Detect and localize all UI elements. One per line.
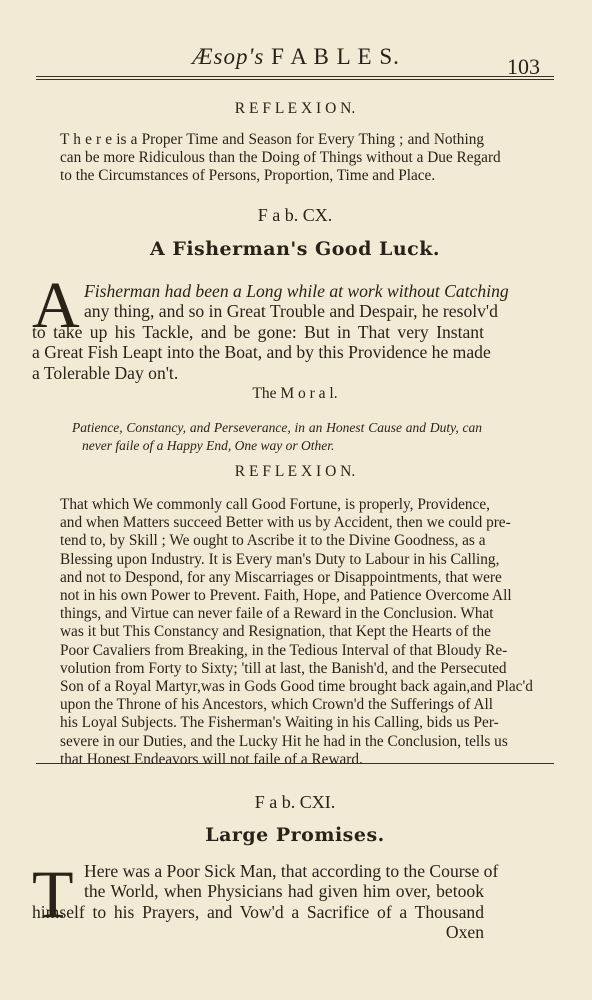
moral-line: never faile of a Happy End, One way or Other. xyxy=(82,438,335,453)
fable-line: Here was a Poor Sick Man, that according to the Course of xyxy=(84,861,499,881)
fable-title: Large Promises. xyxy=(205,824,385,846)
header-rule xyxy=(36,76,554,77)
reflexion-line: upon the Throne of his Ancestors, which Crown'd the Sufferings of All xyxy=(60,696,494,714)
running-head-italic: Æsop's xyxy=(192,44,265,69)
reflexion-line: severe in our Duties, and the Lucky Hit he had in the Conclusion, tells us xyxy=(60,732,508,750)
fable-line: Fisherman had been a Long while at work without Catching xyxy=(84,281,509,301)
reflexion-text xyxy=(60,131,501,186)
reflexion-line: his Loyal Subjects. The Fisherman's Waiting in his Calling, bids us Per- xyxy=(60,714,499,732)
reflexion-line: volution from Forty to Sixty; 'till at last, the Banish'd, and the Persecuted xyxy=(60,659,507,677)
fable-text-continued xyxy=(32,902,484,922)
reflexion-line: to the Circumstances of Persons, Proportion, Time and Place. xyxy=(60,167,436,185)
fable-number: F a b. CXI. xyxy=(254,792,336,812)
reflexion-line: and not to Despond, for any Miscarriages or Disappointments, that were xyxy=(60,568,502,586)
reflexion-line: T h e r e is a Proper Time and Season for Every Thing ; and Nothing xyxy=(60,131,484,148)
fable-line: himself to his Prayers, and Vow'd a Sacrifice of a Thousand xyxy=(32,902,484,922)
reflexion-heading: R E F L E X I O N. xyxy=(234,463,356,480)
section-divider xyxy=(36,763,554,764)
reflexion-line: can be more Ridiculous than the Doing of Things without a Due Regard xyxy=(60,149,501,167)
reflexion-line: things, and Virtue can never faile of a Reward in the Conclusion. What xyxy=(60,605,494,623)
fable-text xyxy=(84,861,499,902)
fable-line: the World, when Physicians had given him over, betook xyxy=(84,881,484,902)
fable-line: any thing, and so in Great Trouble and Despair, he resolv'd xyxy=(84,301,498,322)
reflexion-line: Son of a Royal Martyr,was in Gods Good time brought back again,and Plac'd xyxy=(60,678,533,696)
fable-line: a Tolerable Day on't. xyxy=(32,362,179,383)
drop-cap: T xyxy=(32,856,74,932)
moral-text xyxy=(72,419,482,455)
reflexion-line: that Honest Endeavors will not faile of a Reward. xyxy=(60,750,363,768)
reflexion-line: That which We commonly call Good Fortune, is properly, Providence, xyxy=(60,496,490,513)
reflexion-line: Poor Cavaliers from Breaking, in the Tedious Interval of that Bloudy Re- xyxy=(60,641,508,659)
reflexion-line: tend to, by Skill ; We ought to Ascribe it to the Divine Goodness, as a xyxy=(60,532,486,550)
reflexion-line: Blessing upon Industry. It is Every man's Duty to Labour in his Calling, xyxy=(60,550,500,568)
fable-text xyxy=(84,281,509,322)
fable-title: A Fisherman's Good Luck. xyxy=(149,238,441,260)
moral-heading: The M o r a l. xyxy=(252,385,338,402)
reflexion-line: was it but This Constancy and Resignation, that Kept the Hearts of the xyxy=(60,623,491,641)
fable-text-continued xyxy=(32,322,491,383)
drop-cap: A xyxy=(32,269,80,342)
moral-line: Patience, Constancy, and Perseverance, in an Honest Cause and Duty, can xyxy=(72,420,482,435)
running-head xyxy=(0,44,592,70)
fable-line: to take up his Tackle, and be gone: But in That very Instant xyxy=(32,322,484,342)
fable-number: F a b. CX. xyxy=(257,205,333,225)
running-head-rest: F A B L E S. xyxy=(264,44,400,69)
reflexion-heading: R E F L E X I O N. xyxy=(234,100,356,117)
fable-line: a Great Fish Leapt into the Boat, and by this Providence he made xyxy=(32,342,491,363)
reflexion-line: and when Matters succeed Better with us by Accident, then we could pre- xyxy=(60,514,511,532)
page-number: 103 xyxy=(507,54,540,79)
reflexion-text xyxy=(60,496,533,769)
reflexion-line: not in his own Power to Prevent. Faith, Hope, and Patience Overcome All xyxy=(60,587,512,605)
catchword: Oxen xyxy=(445,922,484,942)
header-rule-secondary xyxy=(36,79,554,80)
